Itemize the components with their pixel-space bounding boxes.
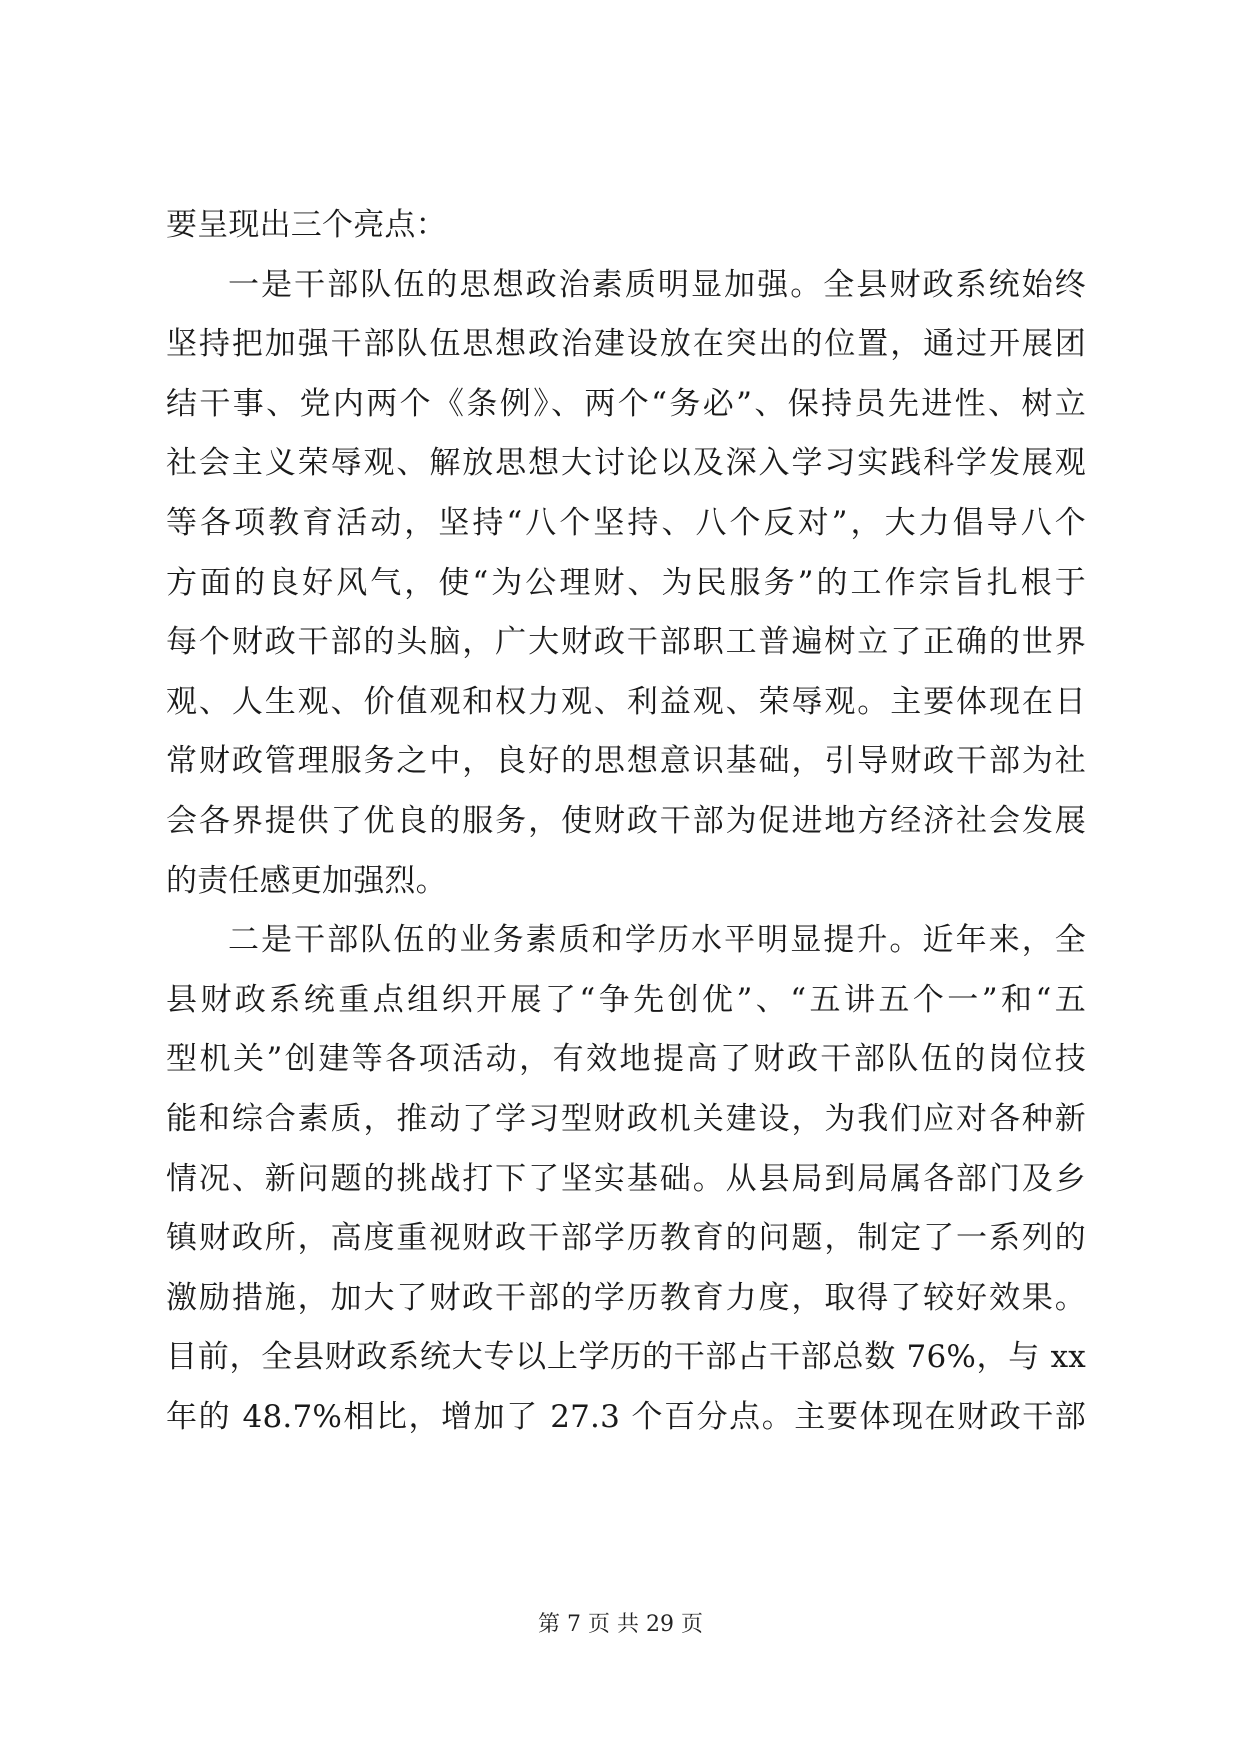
paragraph-line: 等各项教育活动，坚持“八个坚持、八个反对”，大力倡导八个 bbox=[166, 504, 1086, 541]
paragraph-line: 常财政管理服务之中，良好的思想意识基础，引导财政干部为社 bbox=[166, 743, 1086, 780]
paragraph-line: 县财政系统重点组织开展了“争先创优”、“五讲五个一”和“五 bbox=[166, 981, 1086, 1018]
paragraph-line: 镇财政所，高度重视财政干部学历教育的问题，制定了一系列的 bbox=[166, 1220, 1086, 1257]
paragraph-line: 要呈现出三个亮点： bbox=[166, 207, 447, 243]
paragraph-line: 的责任感更加强烈。 bbox=[166, 862, 447, 899]
paragraph-line: 一是干部队伍的思想政治素质明显加强。全县财政系统始终 bbox=[228, 266, 1086, 303]
paragraph-line: 坚持把加强干部队伍思想政治建设放在突出的位置，通过开展团 bbox=[166, 326, 1086, 363]
paragraph-line: 激励措施，加大了财政干部的学历教育力度，取得了较好效果。 bbox=[166, 1279, 1086, 1316]
paragraph-line: 观、人生观、价值观和权力观、利益观、荣辱观。主要体现在日 bbox=[166, 683, 1086, 720]
paragraph-line: 年的 48.7%相比，增加了 27.3 个百分点。主要体现在财政干部 bbox=[166, 1398, 1086, 1435]
paragraph-line: 每个财政干部的头脑，广大财政干部职工普遍树立了正确的世界 bbox=[166, 624, 1086, 661]
page-number-footer: 第 7 页 共 29 页 bbox=[538, 1612, 703, 1637]
paragraph-line: 目前，全县财政系统大专以上学历的干部占干部总数 76%，与 xx bbox=[166, 1339, 1086, 1376]
paragraph-line: 结干事、党内两个《条例》、两个“务必”、保持员先进性、树立 bbox=[166, 385, 1086, 422]
paragraph-line: 二是干部队伍的业务素质和学历水平明显提升。近年来，全 bbox=[228, 922, 1086, 959]
paragraph-line: 能和综合素质，推动了学习型财政机关建设，为我们应对各种新 bbox=[166, 1100, 1086, 1137]
paragraph-line: 型机关”创建等各项活动，有效地提高了财政干部队伍的岗位技 bbox=[166, 1041, 1086, 1078]
paragraph-line: 情况、新问题的挑战打下了坚实基础。从县局到局属各部门及乡 bbox=[166, 1160, 1086, 1197]
paragraph-line: 会各界提供了优良的服务，使财政干部为促进地方经济社会发展 bbox=[166, 802, 1086, 839]
paragraph-line: 方面的良好风气，使“为公理财、为民服务”的工作宗旨扎根于 bbox=[166, 564, 1086, 601]
paragraph-line: 社会主义荣辱观、解放思想大讨论以及深入学习实践科学发展观 bbox=[166, 445, 1086, 482]
body-text bbox=[166, 196, 1086, 1447]
